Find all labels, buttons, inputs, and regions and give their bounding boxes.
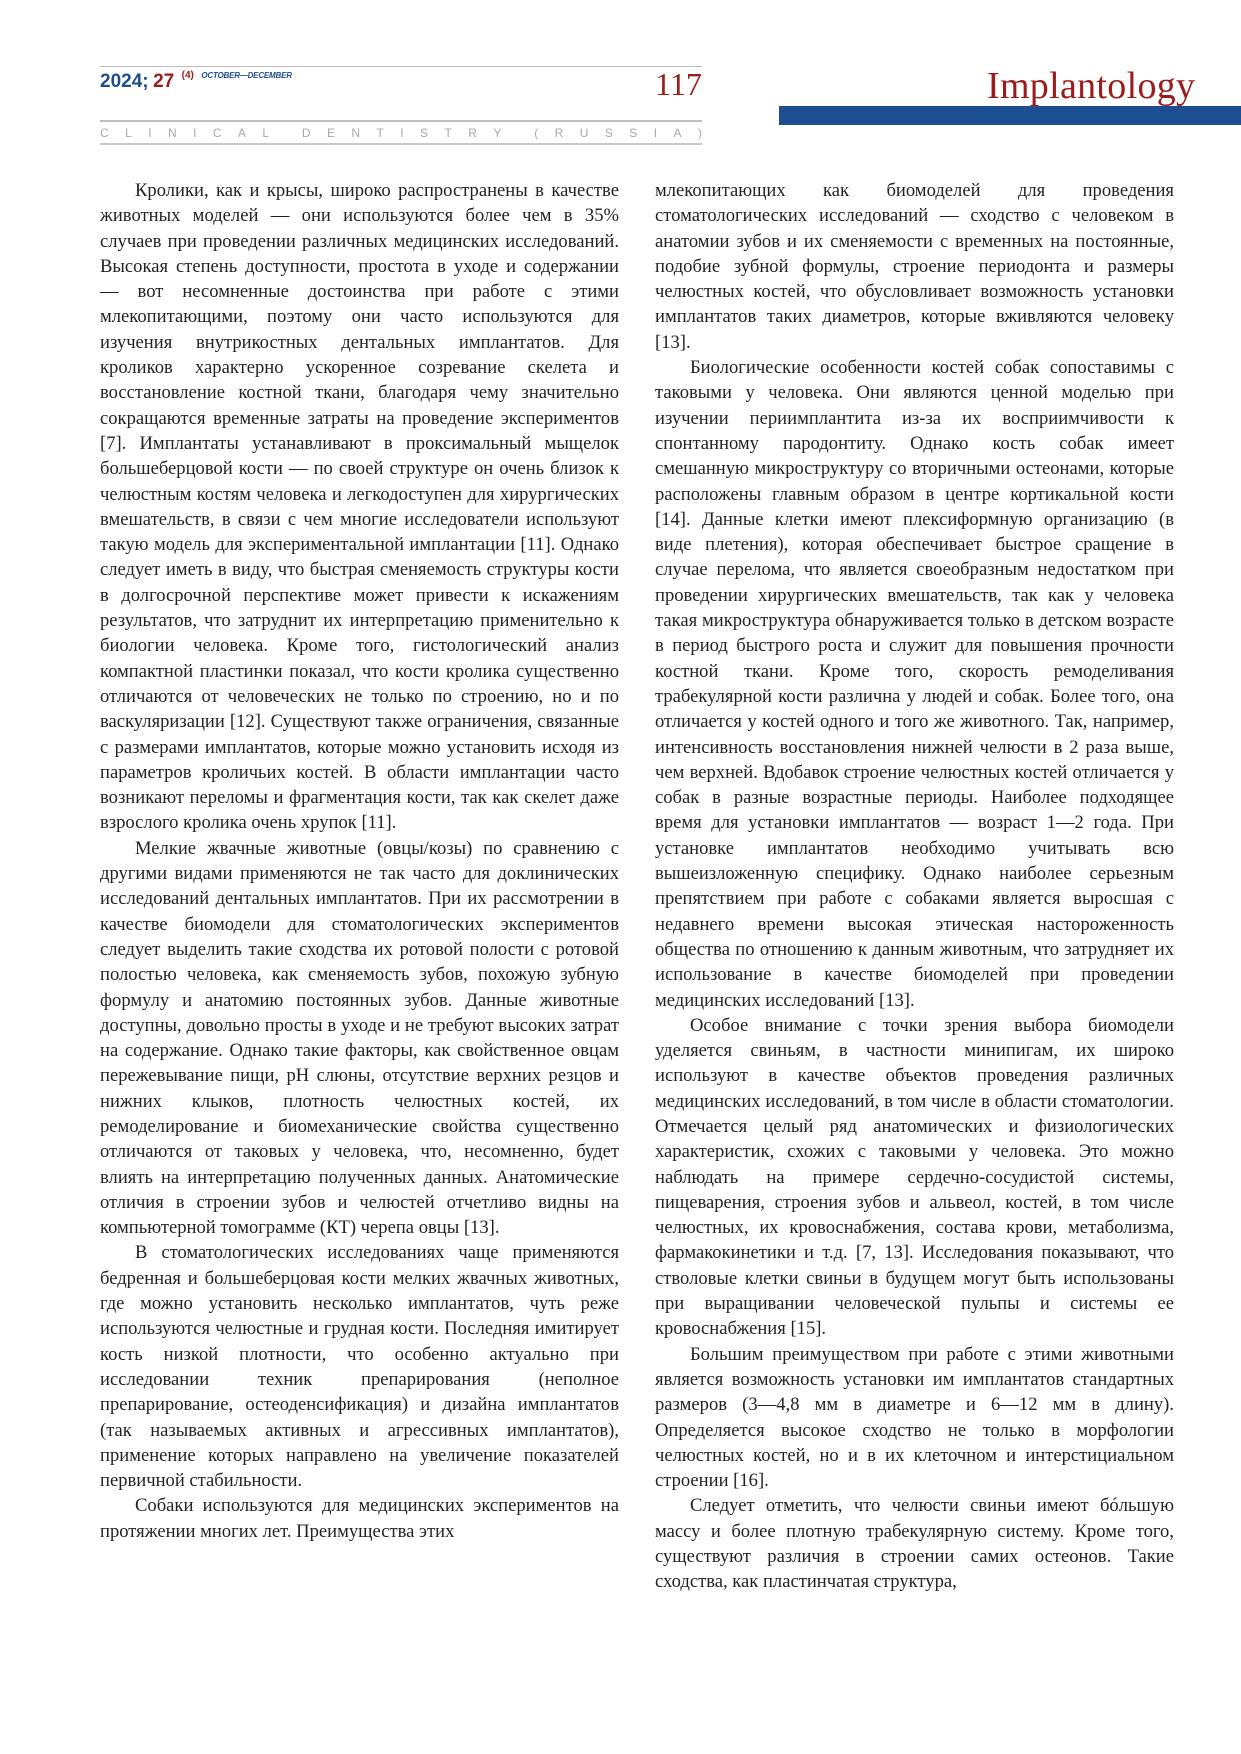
journal-letter: I bbox=[400, 125, 404, 140]
paragraph: Собаки используются для медицинских экспериментов на протяжении многих лет. Преимущества этих bbox=[100, 1495, 619, 1542]
journal-letter: I bbox=[148, 125, 152, 140]
journal-letter: C bbox=[212, 125, 222, 140]
journal-letter: R bbox=[554, 125, 564, 140]
paragraph: Большим преимуществом при работе с этими животными является возможность установки им имплантатов стандартных размеров (3—4,8 мм в диаметре и 6—12 мм в длину). Определяется высокое сходство не только в морфологии челюстных костей, но и в их клеточном и интерстициальном строении [16]. bbox=[655, 1343, 1174, 1492]
journal-letter: T bbox=[376, 125, 384, 140]
journal-letter: A bbox=[673, 125, 682, 140]
section-title: Implantology bbox=[987, 65, 1196, 107]
header-rule-top bbox=[100, 66, 702, 67]
journal-letter: I bbox=[653, 125, 658, 140]
paragraph: В стоматологических исследованиях чаще применяются бедренная и большеберцовая кости мелких жвачных животных, где можно установить несколько имплантатов, чуть реже используются челюстные и грудная кости. Последняя имитирует кость низкой плотности, что особенно актуально при исследовании техник препарирования (неполное препарирование, остеоденсификация) и дизайна имплантатов (так называемых активных и агрессивных имплантатов), применение которых направлено на увеличение показателей первичной стабильности. bbox=[100, 1242, 619, 1492]
text-column-right bbox=[655, 178, 1174, 1595]
issue-number: (4) bbox=[181, 70, 194, 81]
journal-letter: L bbox=[125, 125, 132, 140]
journal-letter: E bbox=[326, 125, 335, 140]
journal-letter: R bbox=[468, 125, 477, 140]
journal-letter: L bbox=[262, 125, 270, 140]
text-column-left bbox=[100, 178, 619, 1544]
page-number: 117 bbox=[655, 66, 702, 102]
journal-letter: N bbox=[167, 125, 177, 140]
journal-letter: I bbox=[193, 125, 197, 140]
journal-letter: U bbox=[579, 125, 589, 140]
issue-period: OCTOBER—DECEMBER bbox=[201, 71, 292, 80]
paragraph: Кролики, как и крысы, широко распространены в качестве животных моделей — они используются более чем в 35% случаев при проведении различных медицинских исследований. Высокая степень доступности, простота в уходе и содержании — вот несомненные достоинства при работе с этими млекопитающими, поэтому они часто используются для изучения внутрикостных дентальных имплантатов. Для кроликов характерно ускоренное созревание скелета и восстановление костной ткани, благодаря чему значительно сокращаются временные затраты на проведение экспериментов [7]. Имплантаты устанавливают в проксимальный мыщелок большеберцовой кости — по своей структуре он очень близок к челюстным костям человека и легкодоступен для хирургических вмешательств, в связи с чем многие исследователи используют такую модель для экспериментальной имплантации [11]. Однако следует иметь в виду, что быстрая сменяемость структуры кости в долгосрочной перспективе может привести к искажениям результатов, что затруднит их интерпретацию применительно к биологии человека. Кроме того, гистологический анализ компактной пластинки показал, что кости кролика существенно отличаются от человеческих не только по строению, но и по васкуляризации [12]. Существуют также ограничения, связанные с размерами имплантатов, которые можно установить исходя из параметров кроличьих костей. В области имплантации часто возникают переломы и фрагментация кости, так как скелет даже взрослого кролика очень хрупок [11]. bbox=[100, 180, 619, 834]
paragraph: млекопитающих как биомоделей для проведения стоматологических исследований — сходство с человеком в анатомии зубов и их сменяемости с временных на постоянные, подобие зубной формулы, строение периодонта и размеры челюстных костей, что обусловливает возможность установки имплантатов таких диаметров, которые вживляются человеку [13]. bbox=[655, 180, 1174, 353]
issue-year: 2024; bbox=[100, 71, 149, 92]
paragraph: Особое внимание с точки зрения выбора биомодели уделяется свиньям, в частности минипигам, их широко используют в качестве объектов проведения различных медицинских исследований, в том числе в области стоматологии. Отмечается целый ряд анатомических и физиологических характеристик, схожих с таковыми у человека. Это можно наблюдать на примере сердечно-сосудистой системы, пищеварения, строения зубов и альвеол, костей, в том числе челюстных, их кровоснабжения, состава крови, метаболизма, фармакокинетики и т.д. [7, 13]. Исследования показывают, что стволовые клетки свиньи в будущем могут быть использованы при выращивании человеческой пульпы и системы ее кровоснабжения [15]. bbox=[655, 1014, 1174, 1340]
paragraph: Мелкие жвачные животные (овцы/козы) по сравнению с другими видами применяются не так часто для доклинических исследований дентальных имплантатов. При их рассмотрении в качестве биомодели для стоматологических экспериментов следует выделить такие сходства их ротовой полости с ротовой полостью человека, как сменяемость зубов, похожую зубную формулу и анатомию постоянных зубов. Данные животные доступны, довольно просты в уходе и не требуют высоких затрат на содержание. Однако такие факторы, как свойственное овцам пережевывание пищи, pH слюны, отсутствие верхних резцов и нижних клыков, плотность челюстных костей, их ремоделирование и биомеханические свойства существенно отличаются от таковых у человека, что, несомненно, будет влиять на интерпретацию полученных данных. Анатомические отличия в строении зубов и челюстей отчетливо видны на компьютерной томограмме (КТ) черепа овцы [13]. bbox=[100, 837, 619, 1239]
journal-letter: D bbox=[301, 125, 311, 140]
journal-letter: S bbox=[629, 125, 638, 140]
issue-volume: 27 bbox=[153, 71, 175, 92]
paragraph: Биологические особенности костей собак сопоставимы с таковыми у человека. Они являются ценной моделью при изучении периимплантита из-за их восприимчивости к спонтанному пародонтиту. Однако кость собак имеет смешанную микроструктуру со вторичными остеонами, которые расположены главным образом в центре кортикальной кости [14]. Данные клетки имеют плексиформную организацию (в виде плетения), которая обеспечивает быстрое сращение в случае перелома, что является своеобразным недостатком при проведении хирургических вмешательств, так как у человека такая микроструктура обнаруживается только в детском возрасте в период быстрого роста и служит для повышения прочности костной ткани. Кроме того, скорость ремоделивания трабекулярной кости различна у людей и собак. Более того, она отличается у костей одного и того же животного. Так, например, интенсивность восстановления нижней челюсти в 2 раза выше, чем верхней. Вдобавок строение челюстных костей отличается у собак в разные возрастные периоды. Наиболее подходящее время для установки имплантатов — возраст 1—2 года. При установке имплантатов необходимо учитывать всю вышеизложенную специфику. Однако наиболее серьезным препятствием при работе с собаками является выросшая с недавнего времени высокая этическая настороженность общества по отношению к данным животным, что затрудняет их использование в качестве биомоделей при проведении медицинских исследований [13]. bbox=[655, 357, 1174, 1011]
journal-letter: C bbox=[100, 125, 109, 140]
section-color-bar bbox=[779, 106, 1241, 125]
journal-letter: ( bbox=[534, 125, 539, 140]
journal-letter: A bbox=[237, 125, 246, 140]
header-rule-bottom bbox=[100, 143, 702, 145]
journal-letter: S bbox=[420, 125, 429, 140]
issue-info bbox=[100, 70, 292, 93]
paragraph: Следует отметить, что челюсти свиньи имеют бóльшую массу и более плотную трабекулярную систему. Кроме того, существуют различия в строении самих остеонов. Такие сходства, как пластинчатая структура, bbox=[655, 1495, 1174, 1593]
journal-letter: T bbox=[444, 125, 452, 140]
journal-name bbox=[100, 122, 702, 143]
journal-letter: S bbox=[604, 125, 613, 140]
journal-letter: ) bbox=[697, 125, 702, 140]
journal-letter: N bbox=[351, 125, 361, 140]
journal-letter: Y bbox=[493, 125, 502, 140]
